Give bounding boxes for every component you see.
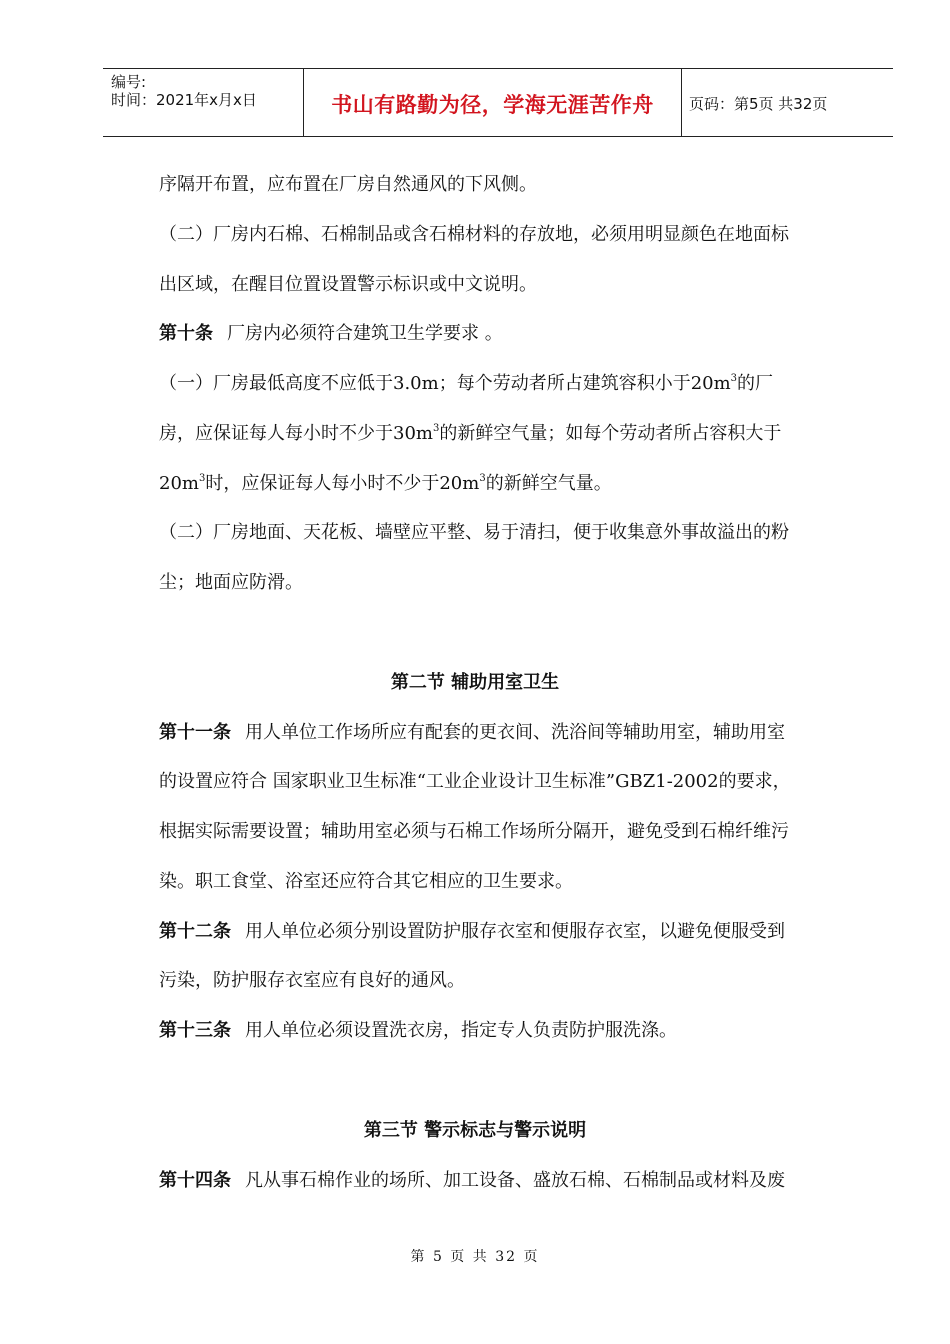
- body-line: 尘；地面应防滑。: [159, 572, 303, 593]
- section-heading: 第二节 辅助用室卫生: [390, 672, 560, 693]
- text-segment: 时，应保证每人每小时不少于20m: [205, 473, 480, 494]
- article-label: 第十条: [159, 323, 213, 344]
- superscript: 3: [730, 373, 738, 384]
- article-14: [159, 1169, 785, 1193]
- article-12: [159, 920, 785, 944]
- text-segment: 的新鲜空气量；如每个劳动者所占容积大于: [439, 423, 782, 444]
- body-line: 序隔开布置，应布置在厂房自然通风的下风侧。: [159, 174, 537, 195]
- superscript: 3: [479, 473, 486, 484]
- header-motto: 书山有路勤为径，学海无涯苦作舟: [331, 93, 654, 117]
- body-line: 污染，防护服存衣室应有良好的通风。: [159, 970, 465, 991]
- article-label: 第十四条: [159, 1170, 231, 1191]
- body-line: [159, 422, 781, 446]
- body-line: 出区域，在醒目位置设置警示标识或中文说明。: [159, 274, 537, 295]
- section-heading: 第三节 警示标志与警示说明: [363, 1120, 587, 1141]
- text-segment: 的新鲜空气量。: [485, 473, 612, 494]
- article-13: [159, 1019, 677, 1043]
- text-segment: 的厂: [737, 373, 774, 394]
- document-number-label: 编号:: [111, 73, 147, 91]
- article-text: 用人单位必须设置洗衣房，指定专人负责防护服洗涤。: [245, 1020, 677, 1041]
- header-page-cell: [681, 69, 893, 136]
- page-footer: 第 5 页 共 32 页: [410, 1249, 540, 1265]
- text-segment: （一）厂房最低高度不应低于3.0m；每个劳动者所占建筑容积小于20m: [159, 373, 731, 394]
- header-page-code: 页码：第5页 共32页: [689, 95, 828, 113]
- document-time-label: 时间：2021年x月x日: [111, 91, 257, 109]
- header-info-cell: [103, 69, 303, 136]
- article-text: 用人单位必须分别设置防护服存衣室和便服存衣室，以避免便服受到: [245, 921, 785, 942]
- body-line: [159, 372, 773, 396]
- article-11: [159, 721, 785, 745]
- superscript: 3: [432, 423, 440, 434]
- article-label: 第十三条: [159, 1020, 231, 1041]
- body-line: （二）厂房地面、天花板、墙壁应平整、易于清扫，便于收集意外事故溢出的粉: [159, 522, 789, 543]
- article-text: 厂房内必须符合建筑卫生学要求 。: [227, 323, 503, 344]
- body-line: 染。职工食堂、浴室还应符合其它相应的卫生要求。: [159, 871, 573, 892]
- article-label: 第十一条: [159, 722, 231, 743]
- header-motto-cell: [303, 69, 682, 136]
- body-line: 的设置应符合 国家职业卫生标准“工业企业设计卫生标准”GBZ1-2002的要求，: [159, 771, 791, 792]
- page-header: [103, 68, 893, 137]
- superscript: 3: [198, 473, 206, 484]
- body-line: （二）厂房内石棉、石棉制品或含石棉材料的存放地，必须用明显颜色在地面标: [159, 224, 789, 245]
- article-text: 用人单位工作场所应有配套的更衣间、洗浴间等辅助用室，辅助用室: [245, 722, 785, 743]
- body-line: 根据实际需要设置；辅助用室必须与石棉工作场所分隔开，避免受到石棉纤维污: [159, 821, 789, 842]
- text-segment: 20m: [159, 473, 199, 494]
- article-10: [159, 322, 503, 346]
- article-text: 凡从事石棉作业的场所、加工设备、盛放石棉、石棉制品或材料及废: [245, 1170, 785, 1191]
- text-segment: 房，应保证每人每小时不少于30m: [159, 423, 433, 444]
- article-label: 第十二条: [159, 921, 231, 942]
- body-line: [159, 472, 612, 496]
